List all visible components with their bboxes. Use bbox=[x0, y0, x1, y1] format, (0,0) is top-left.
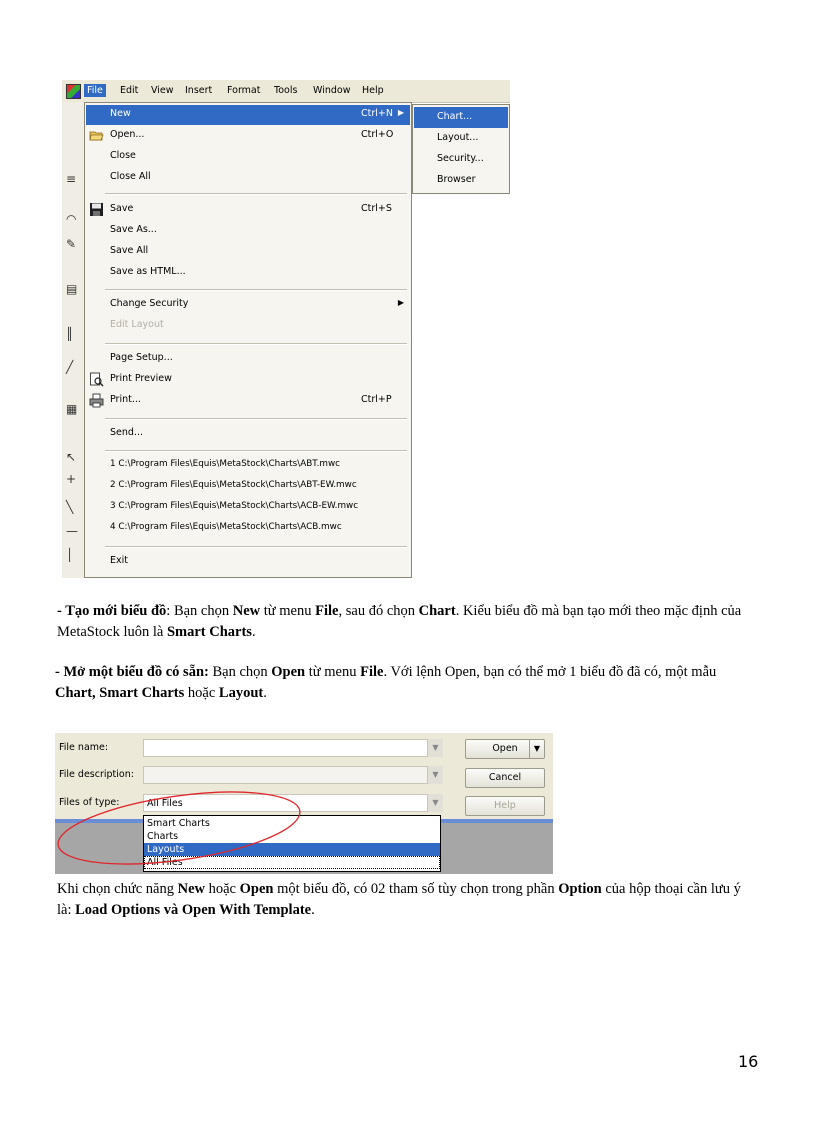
menu-item-shortcut: Ctrl+N bbox=[361, 108, 393, 119]
menu-separator bbox=[105, 546, 407, 548]
menu-item-label: 2 C:\Program Files\Equis\MetaStock\Charts\ABT-EW.mwc bbox=[110, 480, 357, 490]
menu-item-save-as[interactable] bbox=[86, 221, 410, 241]
menu-item-label: New bbox=[110, 108, 131, 119]
text-run-bold: Layout bbox=[218, 685, 264, 701]
file-menu bbox=[84, 102, 412, 578]
menu-item-shortcut: Ctrl+S bbox=[361, 203, 392, 214]
menu-item-shortcut: Ctrl+O bbox=[361, 129, 394, 140]
recent-file-4[interactable] bbox=[86, 519, 410, 539]
menu-item-label: Send... bbox=[110, 427, 143, 438]
menu-item-label: 1 C:\Program Files\Equis\MetaStock\Charts\ABT.mwc bbox=[110, 459, 341, 469]
text-run: - bbox=[55, 664, 64, 680]
menu-item-label: Save All bbox=[110, 245, 149, 256]
text-run: của hộp thoại cần lưu ý là: bbox=[57, 881, 741, 918]
menu-view[interactable]: View bbox=[151, 85, 174, 96]
menu-item-label: Edit Layout bbox=[110, 319, 164, 330]
text-run: hoặc bbox=[184, 685, 219, 701]
bars-tool-icon[interactable]: ║ bbox=[66, 327, 74, 341]
app-icon bbox=[66, 84, 81, 99]
submenu-arrow-icon: ▶ bbox=[397, 298, 404, 307]
menu-item-print-preview[interactable] bbox=[86, 370, 410, 390]
open-folder-icon bbox=[89, 128, 104, 143]
menu-item-page-setup[interactable] bbox=[86, 349, 410, 369]
menu-window[interactable]: Window bbox=[313, 85, 351, 96]
menu-item-change-security[interactable] bbox=[86, 295, 410, 315]
menu-item-label: Open... bbox=[110, 129, 145, 140]
menu-item-label: 3 C:\Program Files\Equis\MetaStock\Charts\ACB-EW.mwc bbox=[110, 501, 359, 511]
text-run-bold: Chart bbox=[418, 603, 456, 619]
files-of-type-label: Files of type: bbox=[59, 797, 120, 808]
text-run: , sau đó chọn bbox=[338, 603, 419, 619]
text-run-bold: File bbox=[360, 664, 384, 680]
type-option-charts[interactable]: Charts bbox=[147, 831, 179, 842]
file-name-label: File name: bbox=[59, 742, 109, 753]
crosshair-icon[interactable]: + bbox=[66, 472, 77, 486]
floppy-disk-icon bbox=[89, 202, 104, 217]
text-run: từ menu bbox=[260, 603, 316, 619]
text-run-bold: Open bbox=[271, 664, 306, 680]
submenu-item-security[interactable] bbox=[414, 149, 508, 170]
text-run: . bbox=[251, 624, 256, 640]
text-run: - bbox=[57, 603, 66, 619]
arc-tool-icon[interactable]: ◠ bbox=[66, 212, 77, 226]
file-menu-screenshot bbox=[62, 80, 512, 578]
submenu-item-label: Security... bbox=[437, 153, 484, 164]
menu-item-edit-layout bbox=[86, 316, 410, 336]
menu-item-close-all[interactable] bbox=[86, 168, 410, 188]
menu-item-shortcut: Ctrl+P bbox=[361, 394, 392, 405]
menu-separator bbox=[105, 289, 407, 291]
menu-item-exit[interactable] bbox=[86, 552, 410, 572]
paragraph-open-chart bbox=[55, 662, 750, 704]
text-run: . bbox=[311, 902, 315, 918]
submenu-item-layout[interactable] bbox=[414, 128, 508, 149]
file-description-label: File description: bbox=[59, 769, 134, 780]
chevron-down-icon[interactable]: ▼ bbox=[427, 739, 443, 757]
recent-file-2[interactable] bbox=[86, 477, 410, 497]
menu-item-send[interactable] bbox=[86, 424, 410, 444]
text-run: : Bạn chọn bbox=[166, 603, 233, 619]
text-run-bold: Mở một biểu đồ có sẵn: bbox=[63, 664, 209, 680]
chevron-down-icon[interactable]: ▼ bbox=[529, 740, 544, 758]
text-run-bold: Open bbox=[239, 881, 274, 897]
menu-item-label: Save as HTML... bbox=[110, 266, 186, 277]
paragraph-new-chart bbox=[57, 601, 747, 643]
menu-item-label: Close bbox=[110, 150, 136, 161]
text-run-bold: Option bbox=[558, 881, 602, 897]
menu-item-print[interactable] bbox=[86, 391, 410, 411]
menu-item-save[interactable] bbox=[86, 200, 410, 220]
new-submenu bbox=[412, 104, 510, 194]
printer-icon bbox=[89, 393, 104, 408]
chevron-down-icon: ▼ bbox=[427, 766, 443, 784]
open-button-label: Open bbox=[492, 743, 518, 754]
menu-format[interactable]: Format bbox=[227, 85, 261, 96]
menu-item-label: Page Setup... bbox=[110, 352, 173, 363]
annotation-ellipse bbox=[55, 733, 553, 874]
text-run: một biểu đồ, có 02 tham số tùy chọn trong phần bbox=[273, 881, 559, 897]
submenu-item-chart[interactable] bbox=[414, 107, 508, 128]
menu-item-label: Print Preview bbox=[110, 373, 172, 384]
menu-item-label: Close All bbox=[110, 171, 151, 182]
submenu-arrow-icon: ▶ bbox=[397, 108, 404, 117]
type-option-smart-charts[interactable]: Smart Charts bbox=[147, 818, 210, 829]
recent-file-1[interactable] bbox=[86, 456, 410, 476]
text-run-bold: Load Options và Open With Template bbox=[75, 902, 312, 918]
menu-tools[interactable]: Tools bbox=[274, 85, 298, 96]
text-run-bold: New bbox=[177, 881, 205, 897]
open-dialog-screenshot bbox=[55, 733, 553, 874]
cancel-button-label: Cancel bbox=[488, 772, 522, 783]
text-run: hoặc bbox=[205, 881, 240, 897]
menu-item-label: Print... bbox=[110, 394, 141, 405]
drawing-toolbar bbox=[62, 102, 85, 578]
grid-tool-icon[interactable]: ▤ bbox=[66, 282, 78, 296]
menu-item-label: 4 C:\Program Files\Equis\MetaStock\Charts\ACB.mwc bbox=[110, 522, 342, 532]
print-preview-icon bbox=[89, 372, 104, 387]
menu-separator bbox=[105, 418, 407, 420]
menu-item-label: Change Security bbox=[110, 298, 189, 309]
pattern-icon[interactable]: ▦ bbox=[66, 402, 78, 416]
text-run: . Kiểu biểu đồ mà bạn tạo mới theo mặc định của MetaStock luôn là bbox=[57, 603, 742, 640]
text-run-bold: Tạo mới biểu đồ bbox=[65, 603, 167, 619]
text-run: Bạn chọn bbox=[208, 664, 272, 680]
trendline-icon[interactable]: ╱ bbox=[66, 360, 74, 374]
menu-item-save-all[interactable] bbox=[86, 242, 410, 262]
text-run-bold: Smart Charts bbox=[166, 624, 252, 640]
page-number: 16 bbox=[738, 1052, 759, 1071]
menu-item-label: Exit bbox=[110, 555, 128, 566]
text-run: từ menu bbox=[305, 664, 361, 680]
submenu-item-browser[interactable] bbox=[414, 170, 508, 191]
pointer-icon[interactable]: ↖ bbox=[66, 450, 77, 464]
help-button-label: Help bbox=[494, 800, 516, 811]
files-of-type-value: All Files bbox=[147, 798, 183, 809]
menu-separator bbox=[105, 450, 407, 452]
horizontal-line-icon[interactable]: — bbox=[66, 524, 78, 538]
chevron-down-icon[interactable]: ▼ bbox=[427, 794, 443, 812]
pencil-icon[interactable]: ✎ bbox=[66, 237, 77, 251]
menu-separator bbox=[105, 193, 407, 195]
text-run-bold: File bbox=[315, 603, 339, 619]
diagonal-line-icon[interactable]: ╲ bbox=[66, 500, 74, 514]
menu-item-new[interactable] bbox=[86, 105, 410, 125]
text-run: . Với lệnh Open, bạn có thể mở 1 biểu đồ đã có, một mẫu bbox=[383, 664, 717, 680]
menu-file[interactable]: File bbox=[84, 84, 106, 97]
type-option-layouts[interactable]: Layouts bbox=[144, 843, 440, 856]
vertical-line-icon[interactable]: │ bbox=[66, 548, 74, 562]
menu-edit[interactable]: Edit bbox=[120, 85, 139, 96]
submenu-item-label: Browser bbox=[437, 174, 476, 185]
menu-help[interactable]: Help bbox=[362, 85, 384, 96]
recent-file-3[interactable] bbox=[86, 498, 410, 518]
menu-item-open[interactable] bbox=[86, 126, 410, 146]
text-run-bold: Chart, Smart Charts bbox=[55, 685, 185, 701]
menu-bar bbox=[62, 80, 510, 103]
text-run-bold: New bbox=[232, 603, 261, 619]
menu-item-close[interactable] bbox=[86, 147, 410, 167]
text-run: . bbox=[263, 685, 267, 701]
color-bars-icon[interactable]: ≡ bbox=[66, 172, 77, 186]
submenu-item-label: Layout... bbox=[437, 132, 479, 143]
menu-insert[interactable]: Insert bbox=[185, 85, 213, 96]
submenu-item-label: Chart... bbox=[437, 111, 473, 122]
menu-item-save-as-html[interactable] bbox=[86, 263, 410, 283]
menu-item-label: Save bbox=[110, 203, 134, 214]
menu-separator bbox=[105, 343, 407, 345]
text-run: Khi chọn chức năng bbox=[57, 881, 178, 897]
type-option-all-files[interactable]: All Files bbox=[144, 856, 440, 869]
paragraph-options bbox=[57, 879, 757, 921]
menu-item-label: Save As... bbox=[110, 224, 157, 235]
